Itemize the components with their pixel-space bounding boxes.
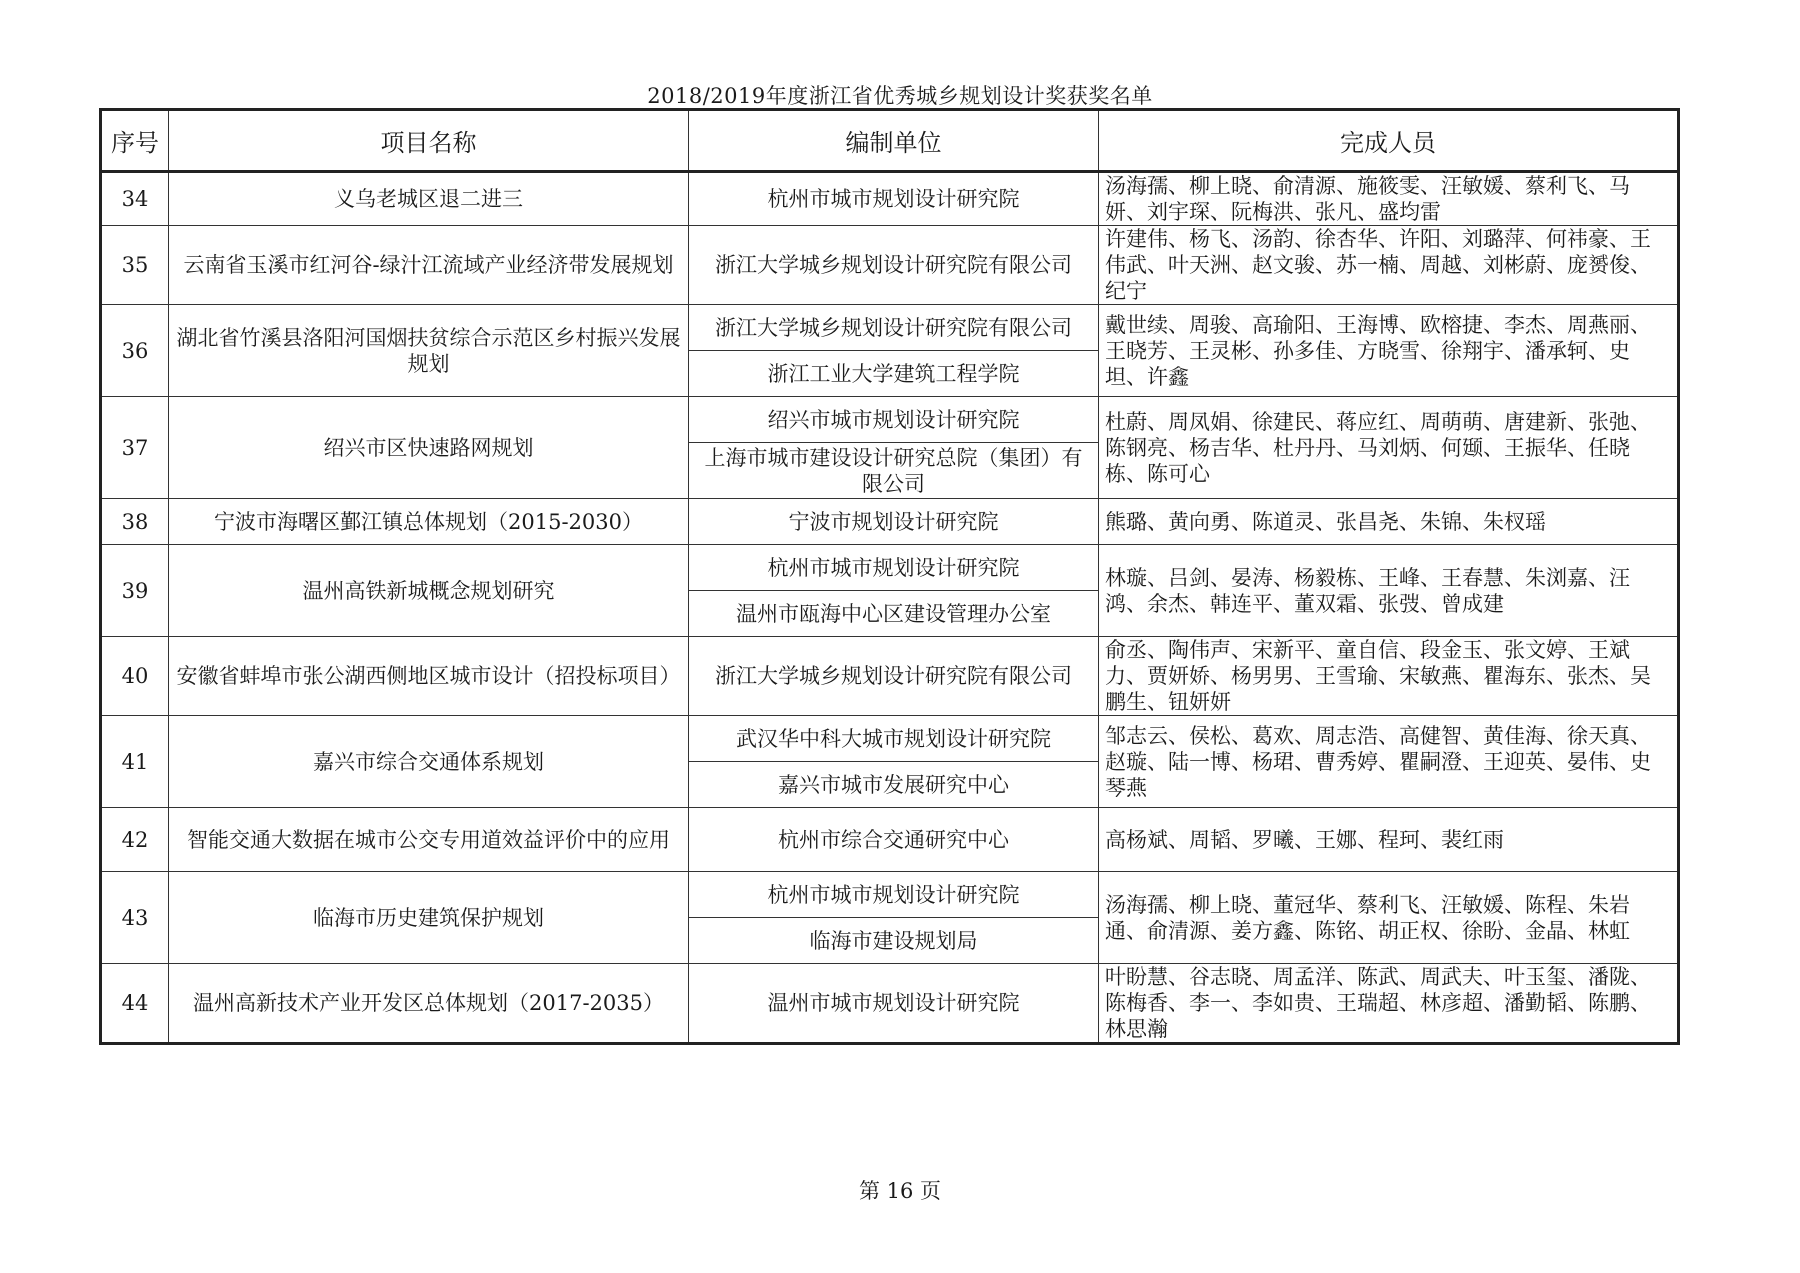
project-name: 宁波市海曙区鄞江镇总体规划（2015-2030） xyxy=(169,499,689,545)
project-name: 安徽省蚌埠市张公湖西侧地区城市设计（招投标项目） xyxy=(169,637,689,716)
page-number: 第 16 页 xyxy=(858,1179,942,1203)
row-number: 37 xyxy=(101,397,169,499)
table-row xyxy=(101,808,1679,872)
project-name: 义乌老城区退二进三 xyxy=(169,172,689,226)
table-row xyxy=(101,545,1679,591)
staff-list: 杜蔚、周凤娟、徐建民、蒋应红、周萌萌、唐建新、张弛、陈钢亮、杨吉华、杜丹丹、马刘炳、何颋、王振华、任晓栋、陈可心 xyxy=(1099,397,1679,499)
header-staff: 完成人员 xyxy=(1099,110,1679,172)
project-name: 智能交通大数据在城市公交专用道效益评价中的应用 xyxy=(169,808,689,872)
row-number: 36 xyxy=(101,305,169,397)
staff-list: 熊璐、黄向勇、陈道灵、张昌尧、朱锦、朱杈瑶 xyxy=(1099,499,1679,545)
compiling-unit: 临海市建设规划局 xyxy=(689,918,1099,964)
project-name: 湖北省竹溪县洛阳河国烟扶贫综合示范区乡村振兴发展规划 xyxy=(169,305,689,397)
header-no: 序号 xyxy=(101,110,169,172)
award-table xyxy=(99,108,1680,1045)
project-name: 温州高铁新城概念规划研究 xyxy=(169,545,689,637)
compiling-unit: 杭州市城市规划设计研究院 xyxy=(689,172,1099,226)
staff-list: 汤海孺、柳上晓、俞清源、施筱雯、汪敏媛、蔡利飞、马妍、刘宇琛、阮梅洪、张凡、盛均雷 xyxy=(1099,172,1679,226)
compiling-unit: 温州市城市规划设计研究院 xyxy=(689,964,1099,1044)
project-name: 临海市历史建筑保护规划 xyxy=(169,872,689,964)
row-number: 38 xyxy=(101,499,169,545)
table-row xyxy=(101,172,1679,226)
row-number: 35 xyxy=(101,226,169,305)
project-name: 云南省玉溪市红河谷-绿汁江流域产业经济带发展规划 xyxy=(169,226,689,305)
project-name: 温州高新技术产业开发区总体规划（2017-2035） xyxy=(169,964,689,1044)
staff-list: 戴世续、周骏、高瑜阳、王海博、欧榕捷、李杰、周燕丽、王晓芳、王灵彬、孙多佳、方晓雪、徐翔宇、潘承轲、史坦、许鑫 xyxy=(1099,305,1679,397)
table-row xyxy=(101,964,1679,1044)
table-row xyxy=(101,226,1679,305)
row-number: 39 xyxy=(101,545,169,637)
row-number: 42 xyxy=(101,808,169,872)
header-unit: 编制单位 xyxy=(689,110,1099,172)
compiling-unit: 杭州市城市规划设计研究院 xyxy=(689,545,1099,591)
project-name: 嘉兴市综合交通体系规划 xyxy=(169,716,689,808)
table-row xyxy=(101,499,1679,545)
table-row xyxy=(101,716,1679,762)
page-title: 2018/2019年度浙江省优秀城乡规划设计奖获奖名单 xyxy=(647,84,1153,108)
compiling-unit: 杭州市综合交通研究中心 xyxy=(689,808,1099,872)
compiling-unit: 上海市城市建设设计研究总院（集团）有限公司 xyxy=(689,443,1099,499)
table-row xyxy=(101,397,1679,443)
compiling-unit: 绍兴市城市规划设计研究院 xyxy=(689,397,1099,443)
compiling-unit: 杭州市城市规划设计研究院 xyxy=(689,872,1099,918)
compiling-unit: 宁波市规划设计研究院 xyxy=(689,499,1099,545)
staff-list: 许建伟、杨飞、汤韵、徐杏华、许阳、刘璐萍、何祎豪、王伟武、叶天洲、赵文骏、苏一楠、周越、刘彬蔚、庞赟俊、纪宁 xyxy=(1099,226,1679,305)
compiling-unit: 浙江大学城乡规划设计研究院有限公司 xyxy=(689,226,1099,305)
table-row xyxy=(101,637,1679,716)
compiling-unit: 浙江大学城乡规划设计研究院有限公司 xyxy=(689,637,1099,716)
compiling-unit: 浙江大学城乡规划设计研究院有限公司 xyxy=(689,305,1099,351)
row-number: 43 xyxy=(101,872,169,964)
compiling-unit: 浙江工业大学建筑工程学院 xyxy=(689,351,1099,397)
staff-list: 叶盼慧、谷志晓、周孟洋、陈武、周武夫、叶玉玺、潘陇、陈梅香、李一、李如贵、王瑞超、林彦超、潘勤韬、陈鹏、林思瀚 xyxy=(1099,964,1679,1044)
staff-list: 汤海孺、柳上晓、董冠华、蔡利飞、汪敏媛、陈程、朱岩通、俞清源、姜方鑫、陈铭、胡正权、徐盼、金晶、林虹 xyxy=(1099,872,1679,964)
header-name: 项目名称 xyxy=(169,110,689,172)
staff-list: 俞丞、陶伟声、宋新平、童自信、段金玉、张文婷、王斌力、贾妍娇、杨男男、王雪瑜、宋敏燕、瞿海东、张杰、吴鹏生、钮妍妍 xyxy=(1099,637,1679,716)
compiling-unit: 武汉华中科大城市规划设计研究院 xyxy=(689,716,1099,762)
table-row xyxy=(101,872,1679,918)
row-number: 44 xyxy=(101,964,169,1044)
table-row xyxy=(101,305,1679,351)
row-number: 41 xyxy=(101,716,169,808)
row-number: 34 xyxy=(101,172,169,226)
staff-list: 高杨斌、周韬、罗曦、王娜、程珂、裴红雨 xyxy=(1099,808,1679,872)
row-number: 40 xyxy=(101,637,169,716)
staff-list: 林璇、吕剑、晏涛、杨毅栋、王峰、王春慧、朱浏嘉、汪鸿、余杰、韩连平、董双霜、张弢、曾成建 xyxy=(1099,545,1679,637)
compiling-unit: 嘉兴市城市发展研究中心 xyxy=(689,762,1099,808)
compiling-unit: 温州市瓯海中心区建设管理办公室 xyxy=(689,591,1099,637)
header-row xyxy=(101,110,1679,172)
project-name: 绍兴市区快速路网规划 xyxy=(169,397,689,499)
staff-list: 邹志云、侯松、葛欢、周志浩、高健智、黄佳海、徐天真、赵璇、陆一博、杨珺、曹秀婷、瞿嗣澄、王迎英、晏伟、史琴燕 xyxy=(1099,716,1679,808)
